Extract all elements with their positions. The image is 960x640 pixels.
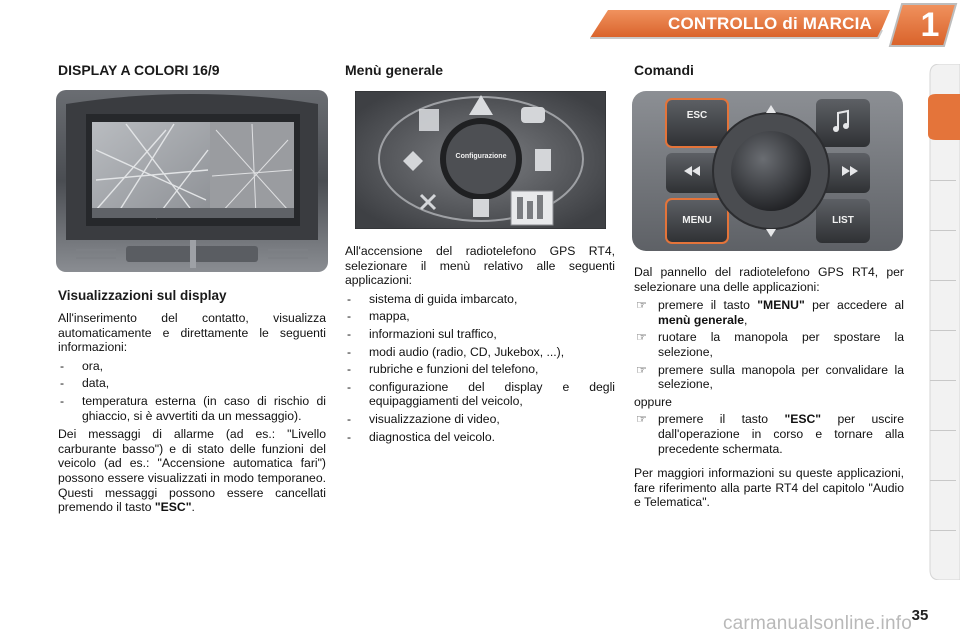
tab-strip-shape	[926, 64, 960, 580]
menu-text	[345, 244, 615, 444]
chapter-tab-strip	[926, 64, 960, 580]
list-key: LIST	[832, 215, 854, 226]
menu-center-label: Configurazione	[455, 153, 507, 160]
tab-separator	[930, 330, 956, 331]
pointing-hand-icon: ☞	[636, 362, 647, 377]
general-menu-screen	[355, 91, 606, 229]
menu-heading: Menù generale	[345, 62, 444, 78]
controls-text	[634, 265, 904, 510]
controls-note: Per maggiori informazioni su queste applicazioni, fare riferimento alla parte RT4 del capitolo "Audio e Telematica".	[634, 466, 904, 510]
display-warning-paragraph: Dei messaggi di allarme (ad es.: "Livello carburante basso") e di stato delle funzioni del veicolo (ad es.: "Accensione automatica fari") possono essere visualizzati in modo temporaneo. Questi messaggi possono essere cancellati premendo il tasto "ESC".	[58, 427, 326, 515]
list-item: - temperatura esterna (in caso di rischio di ghiaccio, si è avvertiti da un messaggio).	[60, 393, 326, 423]
menu-key: MENU	[682, 215, 712, 226]
page-number: 35	[911, 607, 929, 624]
list-item: - mappa,	[347, 309, 410, 324]
display-intro: All'inserimento del contatto, visualizza automaticamente e direttamente le seguenti informazioni:	[58, 311, 326, 355]
list-item: ☞ premere il tasto "MENU" per accedere al menù generale,	[636, 298, 905, 327]
tab-separator	[930, 180, 956, 181]
display-heading: DISPLAY A COLORI 16/9	[58, 62, 220, 78]
list-item: - visualizzazione di video,	[347, 411, 500, 426]
chapter-banner	[560, 0, 960, 50]
esc-key-reference: "ESC"	[154, 500, 192, 515]
chapter-number: 1	[920, 6, 940, 44]
list-item: ☞ ruotare la manopola per spostare la selezione,	[636, 330, 904, 359]
tab-separator	[930, 380, 956, 381]
display-photo	[56, 90, 328, 272]
controls-heading: Comandi	[634, 62, 694, 78]
pointing-hand-icon: ☞	[636, 412, 647, 427]
display-subheading: Visualizzazioni sul display	[58, 288, 227, 303]
list-item: - rubriche e funzioni del telefono,	[347, 362, 539, 377]
list-item: - informazioni sul traffico,	[347, 326, 497, 341]
pointing-hand-icon: ☞	[636, 298, 647, 313]
menu-intro: All'accensione del radiotelefono GPS RT4, selezionare il menù relativo alle seguenti applicazioni:	[345, 244, 615, 288]
dashboard-display-illustration	[56, 90, 328, 272]
list-item: ☞ premere sulla manopola per convalidare la selezione,	[636, 362, 904, 392]
display-info-list	[58, 359, 326, 423]
tab-separator	[930, 280, 956, 281]
tab-separator	[930, 430, 956, 431]
esc-key: ESC	[686, 110, 708, 121]
list-item: - ora,	[60, 358, 104, 373]
tab-separator	[930, 530, 956, 531]
tab-separator	[930, 480, 956, 481]
list-item: - modi audio (radio, CD, Jukebox, ...),	[347, 344, 565, 359]
menu-application-list	[345, 292, 615, 444]
general-menu-illustration	[355, 91, 606, 229]
controls-or: oppure	[634, 394, 672, 409]
list-item: - sistema di guida imbarcato,	[347, 291, 518, 306]
chapter-title: CONTROLLO di MARCIA	[668, 14, 872, 33]
list-item: ☞ premere il tasto "ESC" per uscire dall'operazione in corso e tornare alla precedente schermata.	[636, 412, 904, 456]
display-text	[58, 311, 326, 515]
list-item: - diagnostica del veicolo.	[347, 429, 496, 444]
tab-separator	[930, 230, 956, 231]
watermark: carmanualsonline.info	[722, 613, 912, 634]
controls-intro: Dal pannello del radiotelefono GPS RT4, per selezionare una delle applicazioni:	[634, 265, 904, 294]
list-item: - data,	[60, 376, 110, 391]
pointing-hand-icon: ☞	[636, 330, 647, 345]
control-panel-photo	[632, 91, 903, 251]
controls-steps	[634, 298, 904, 392]
list-item: - configurazione del display e degli equipaggiamenti del veicolo,	[347, 379, 615, 409]
